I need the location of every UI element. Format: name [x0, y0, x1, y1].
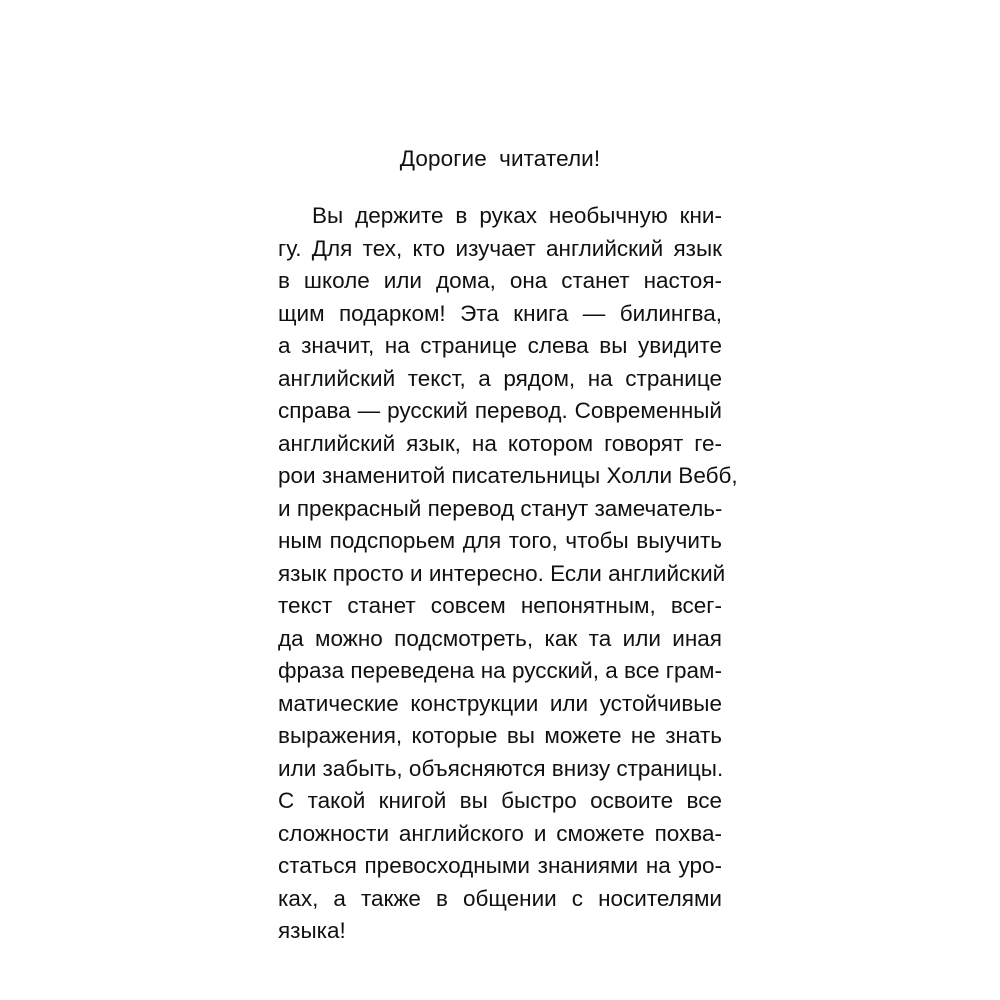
text-line: фраза переведена на русский, а все грам- [278, 658, 722, 683]
text-line: а значит, на странице слева вы увидите [278, 333, 722, 358]
text-line: или забыть, объясняются внизу страницы. [278, 755, 724, 781]
text-line: статься превосходными знаниями на уро- [278, 853, 722, 878]
text-line: сложности английского и сможете похва- [278, 820, 722, 846]
text-line: С такой книгой вы быстро освоите все [278, 788, 722, 813]
text-line: Вы держите в руках необычную кни- [312, 203, 722, 228]
text-line: щим подарком! Эта книга — билингва, [278, 300, 722, 326]
body-paragraph [278, 200, 738, 948]
text-line: да можно подсмотреть, как та или иная [278, 625, 722, 651]
text-line: рои знаменитой писательницы Холли Вебб, [278, 463, 738, 488]
text-line: языка! [278, 918, 346, 943]
page-title: Дорогие читатели! [399, 146, 601, 171]
text-line: английский язык, на котором говорят ге- [278, 430, 722, 456]
text-line: английский текст, а рядом, на странице [278, 365, 722, 391]
text-line: язык просто и интересно. Если английский [278, 560, 726, 586]
text-line: в школе или дома, она станет настоя- [278, 268, 722, 293]
text-line: и прекрасный перевод станут замечатель- [278, 495, 723, 521]
text-line: матические конструкции или устойчивые [278, 690, 722, 716]
text-line: ках, а также в общении с носителями [278, 885, 722, 911]
text-line: гу. Для тех, кто изучает английский язык [278, 235, 722, 261]
text-line: справа — русский перевод. Современный [278, 398, 722, 423]
text-line: ным подспорьем для того, чтобы выучить [278, 528, 722, 553]
text-line: выражения, которые вы можете не знать [278, 723, 722, 748]
text-line: текст станет совсем непонятным, всег- [278, 593, 722, 618]
